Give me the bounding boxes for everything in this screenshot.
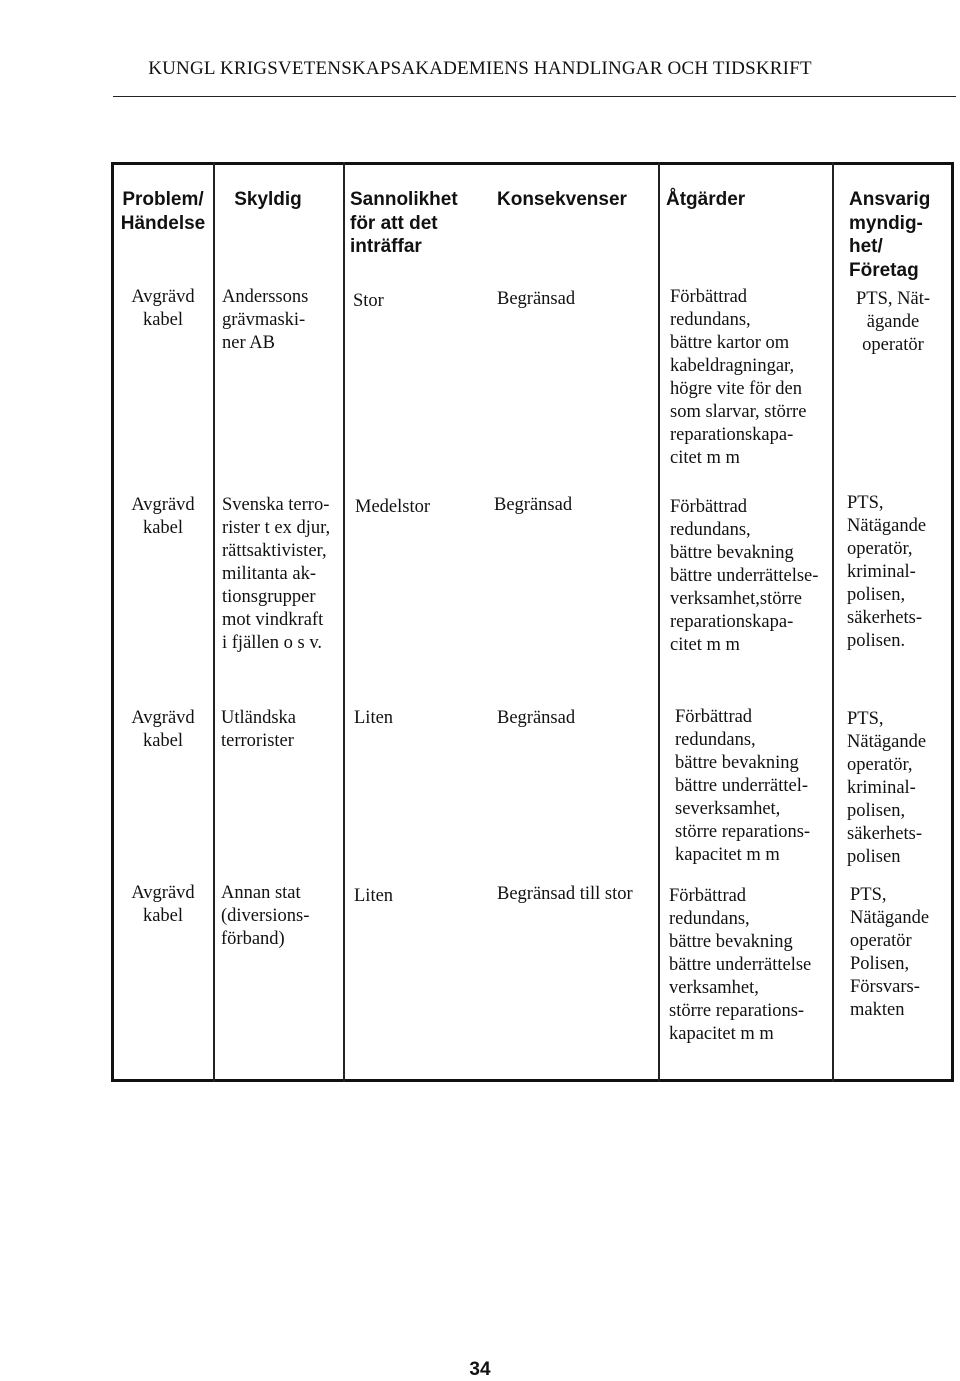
- cell-konsekvenser: Begränsad: [497, 708, 576, 728]
- cell-atgarder: Förbättrad redundans, bättre kartor om kabeldragningar, högre vite för den som slarvar, större reparationskapa- citet m m: [670, 287, 807, 468]
- cell-skyldig: Anderssons grävmaski- ner AB: [222, 287, 309, 353]
- cell-skyldig: Utländska terrorister: [221, 708, 297, 751]
- cell-atgarder: Förbättrad redundans, bättre bevakning bättre underrättelse verksamhet, större reparations- kapacitet m m: [669, 886, 812, 1044]
- column-divider: [343, 162, 345, 1082]
- header-konsekvenser: Konsekvenser: [497, 189, 627, 210]
- header-rule: [113, 96, 956, 97]
- cell-ansvarig: PTS, Nätägande operatör, kriminal- polisen, säkerhets- polisen.: [847, 493, 927, 651]
- cell-atgarder: Förbättrad redundans, bättre bevakning bättre underrättelse- verksamhet,större reparationskapa- citet m m: [670, 497, 819, 655]
- cell-atgarder: Förbättrad redundans, bättre bevakning bättre underrättel- severksamhet, större reparations- kapacitet m m: [675, 707, 811, 865]
- header-ansvarig: Ansvarig myndig- het/ Företag: [849, 189, 931, 281]
- cell-ansvarig: PTS, Nätägande operatör Polisen, Försvars- makten: [850, 885, 930, 1020]
- page-number: 34: [469, 1359, 491, 1380]
- cell-sannolikhet: Liten: [354, 886, 394, 906]
- column-divider: [213, 162, 215, 1082]
- cell-sannolikhet: Liten: [354, 708, 394, 728]
- cell-skyldig: Svenska terro- rister t ex djur, rättsaktivister, militanta ak- tionsgrupper mot vindkraft i fjällen o s v.: [222, 495, 331, 653]
- cell-sannolikhet: Stor: [353, 291, 384, 311]
- cell-ansvarig: PTS, Nätägande operatör, kriminal- polisen, säkerhets- polisen: [847, 709, 927, 867]
- cell-problem: Avgrävd kabel: [131, 708, 195, 751]
- header-atgarder: Åtgärder: [666, 189, 746, 210]
- running-head: KUNGL KRIGSVETENSKAPSAKADEMIENS HANDLINGAR OCH TIDSKRIFT: [148, 58, 812, 79]
- cell-skyldig: Annan stat (diversions- förband): [221, 883, 310, 949]
- cell-ansvarig: PTS, Nät- ägande operatör: [856, 289, 930, 355]
- column-divider: [658, 162, 660, 1082]
- cell-sannolikhet: Medelstor: [355, 497, 431, 517]
- cell-konsekvenser: Begränsad: [497, 289, 576, 309]
- header-skyldig: Skyldig: [234, 189, 302, 210]
- cell-problem: Avgrävd kabel: [131, 287, 195, 330]
- cell-konsekvenser: Begränsad till stor: [497, 884, 633, 904]
- cell-problem: Avgrävd kabel: [131, 883, 195, 926]
- cell-konsekvenser: Begränsad: [494, 495, 573, 515]
- cell-problem: Avgrävd kabel: [131, 495, 195, 538]
- header-problem: Problem/ Händelse: [120, 189, 206, 234]
- header-sannolikhet: Sannolikhet för att det inträffar: [350, 189, 458, 257]
